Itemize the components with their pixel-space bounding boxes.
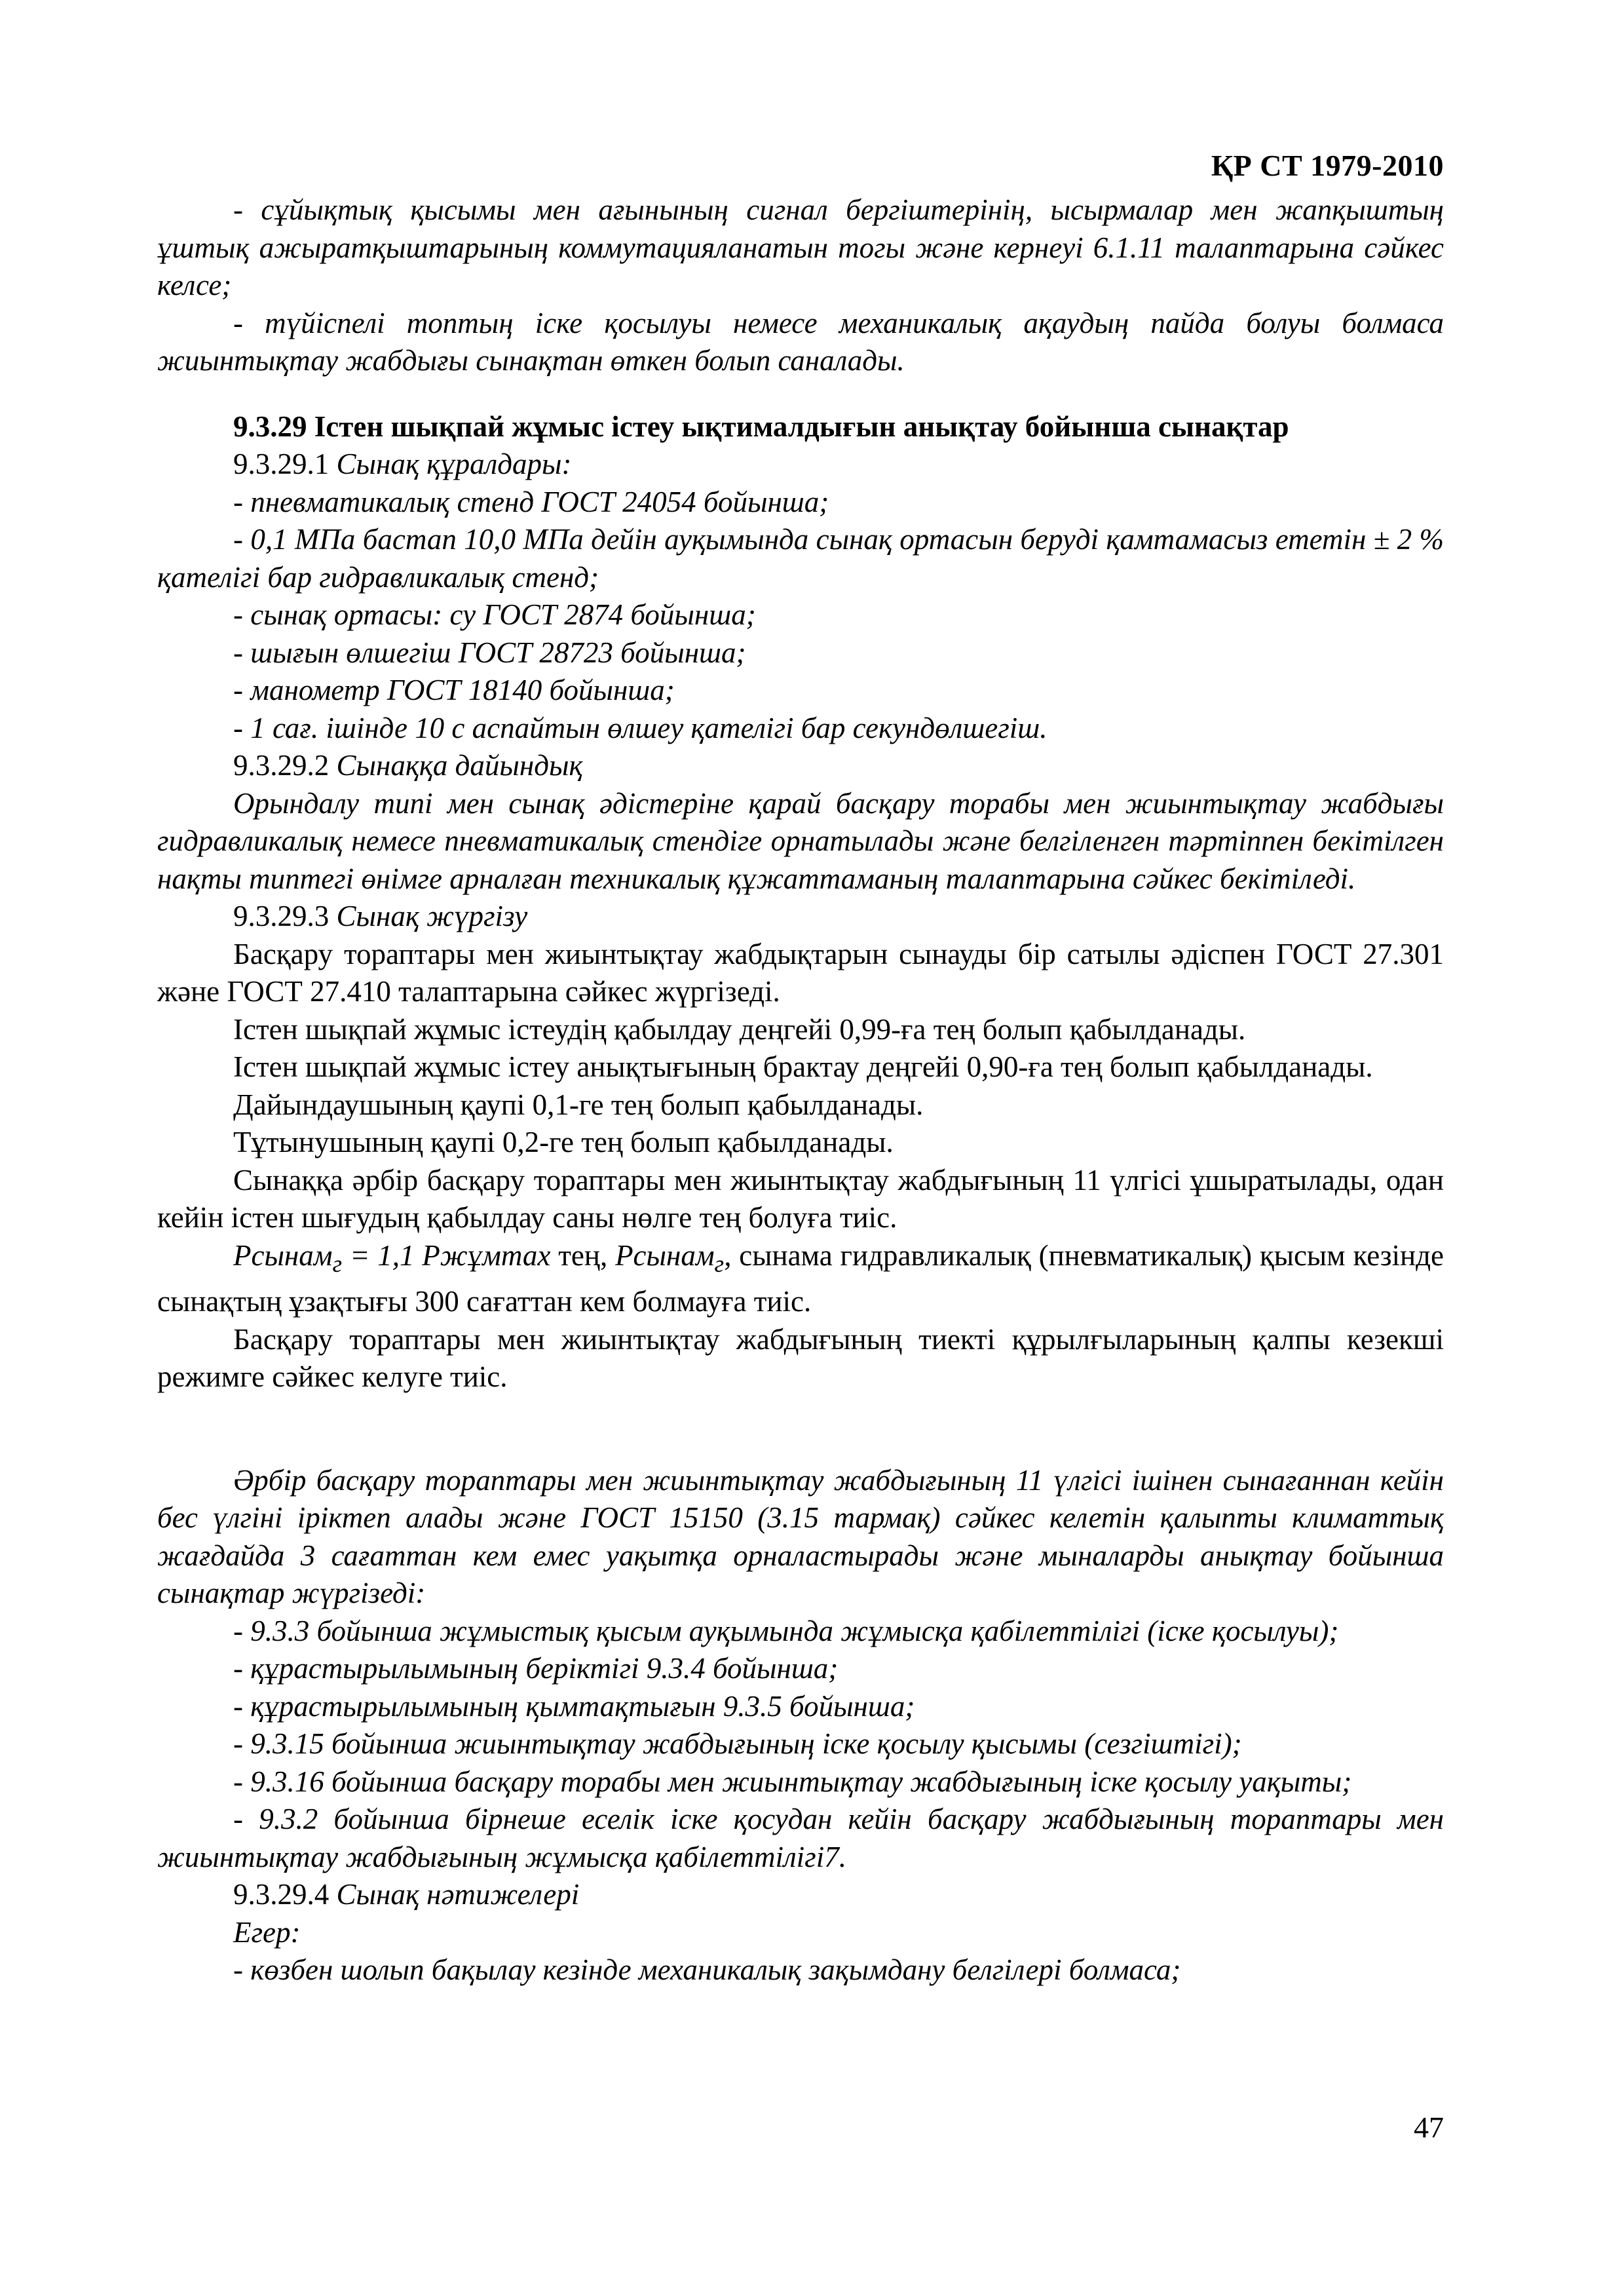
formula-subscript: г <box>714 1250 725 1278</box>
list-item: - манометр ГОСТ 18140 бойынша; <box>233 674 675 706</box>
list-item: - көзбен шолып бақылау кезінде механикалық зақымдану белгілері болмаса; <box>233 1953 1181 1986</box>
formula-term: Рсынам <box>233 1238 333 1272</box>
subsection-title <box>157 898 1444 936</box>
list-item: - пневматикалық стенд ГОСТ 24054 бойынша; <box>233 485 829 518</box>
section-heading: 9.3.29 Істен шықпай жұмыс істеу ықтималдығын анықтау бойынша сынақтар <box>233 410 1289 443</box>
paragraph: Әрбір басқару тораптары мен жиынтықтау жабдығының 11 үлгісі ішінен сынағаннан кейін бес үлгіні іріктеп алады және ГОСТ 15150 (3.15 тармақ) сәйкес келетін қалыпты климаттық жағдайда 3 сағаттан кем емес уақытқа орналастырады және мыналарды анықтау бойынша сынақтар жүргізеді: <box>157 1463 1444 1609</box>
paragraph: Істен шықпай жұмыс істеудің қабылдау деңгейі 0,99-ға тең болып қабылданады. <box>233 1012 1246 1046</box>
list-item: - құрастырылымының беріктігі 9.3.4 бойынша; <box>233 1652 839 1685</box>
subsection-number: 9.3.29.4 <box>233 1878 330 1911</box>
paragraph: - түйіспелі топтың іске қосылуы немесе механикалық ақаудың пайда болуы болмаса жиынтықтау жабдығы сынақтан өткен болып саналады. <box>157 306 1444 377</box>
formula-text: сынама гидравликалық (пневматикалық) қысым кезінде сынақтың ұзақтығы 300 сағаттан кем болмауға тиіс. <box>157 1238 1444 1318</box>
subsection-label: Сынақ нәтижелері <box>336 1878 580 1911</box>
formula-paragraph <box>157 1237 1444 1321</box>
formula-term: Рсынам <box>615 1238 715 1272</box>
spacer <box>157 380 1444 408</box>
subsection-title <box>157 446 1444 484</box>
paragraph: Егер: <box>233 1915 301 1949</box>
paragraph: Тұтынушының қаупі 0,2-ге тең болып қабылданады. <box>233 1126 894 1158</box>
subsection-label: Сынақ құралдары: <box>336 448 572 480</box>
list-item: - сынақ ортасы: су ГОСТ 2874 бойынша; <box>233 598 756 631</box>
list-item: - шығын өлшегіш ГОСТ 28723 бойынша; <box>233 636 746 669</box>
formula-subscript: г <box>332 1250 343 1278</box>
spacer <box>157 1396 1444 1462</box>
subsection-label: Сынаққа дайындық <box>336 749 583 782</box>
paragraph: - сұйықтық қысымы мен ағынының сигнал бергіштерінің, ысырмалар мен жапқыштың ұштық ажыратқыштарының коммутацияланатын тогы және кернеуі 6.1.11 талаптарына сәйкес келсе; <box>157 193 1444 301</box>
list-item: - 9.3.2 бойынша бірнеше еселік іске қосудан кейін басқару жабдығының тораптары мен жиынтықтау жабдығының жұмысқа қабілеттілігі7. <box>157 1803 1444 1873</box>
formula-text: тең, <box>550 1238 616 1272</box>
paragraph: Басқару тораптары мен жиынтықтау жабдығының тиекті құрылғыларының қалпы кезекші режимге сәйкес келуге тиіс. <box>157 1322 1444 1393</box>
subsection-number: 9.3.29.2 <box>233 749 330 782</box>
paragraph: Басқару тораптары мен жиынтықтау жабдықтарын сынауды бір сатылы әдіспен ГОСТ 27.301 және ГОСТ 27.410 талаптарына сәйкес жүргізеді. <box>157 937 1444 1008</box>
subsection-number: 9.3.29.1 <box>233 448 330 480</box>
subsection-title <box>157 1876 1444 1914</box>
paragraph: Дайындаушының қаупі 0,1-ге тең болып қабылданады. <box>233 1088 924 1121</box>
standard-code-header: ҚР СТ 1979-2010 <box>1211 149 1444 182</box>
subsection-number: 9.3.29.3 <box>233 900 330 932</box>
document-body <box>157 191 1444 1989</box>
paragraph: Сынаққа әрбір басқару тораптары мен жиынтықтау жабдығының 11 үлгісі ұшыратылады, одан кейін істен шығудың қабылдау саны нөлге тең болуға тиіс. <box>157 1163 1444 1234</box>
page-number: 47 <box>1414 2111 1444 2144</box>
list-item: - 1 сағ. ішінде 10 с аспайтын өлшеу қателігі бар секундөлшегіш. <box>233 711 1048 744</box>
formula-term: = 1,1 Ржұмтах <box>342 1238 551 1272</box>
list-item: - 9.3.3 бойынша жұмыстық қысым ауқымында жұмысқа қабілеттілігі (іске қосылуы); <box>233 1614 1339 1647</box>
formula-term: , <box>724 1238 732 1272</box>
subsection-label: Сынақ жүргізу <box>336 900 528 932</box>
list-item: - 0,1 МПа бастап 10,0 МПа дейін ауқымында сынақ ортасын беруді қамтамасыз ететін ± 2 % қателігі бар гидравликалық стенд; <box>157 523 1444 594</box>
list-item: - құрастырылымының қымтақтығын 9.3.5 бойынша; <box>233 1689 915 1723</box>
paragraph: Орындалу типі мен сынақ әдістеріне қарай басқару торабы мен жиынтықтау жабдығы гидравликалық немесе пневматикалық стендіге орнатылады және белгіленген тәртіппен бекітілген нақты типтегі өнімге арналған техникалық құжаттаманың талаптарына сәйкес бекітіледі. <box>157 786 1444 895</box>
subsection-title <box>157 747 1444 785</box>
paragraph: Істен шықпай жұмыс істеу анықтығының брактау деңгейі 0,90-ға тең болып қабылданады. <box>233 1050 1373 1083</box>
list-item: - 9.3.15 бойынша жиынтықтау жабдығының іске қосылу қысымы (сезгіштігі); <box>233 1727 1242 1760</box>
list-item: - 9.3.16 бойынша басқару торабы мен жиынтықтау жабдығының іске қосылу уақыты; <box>233 1765 1352 1798</box>
